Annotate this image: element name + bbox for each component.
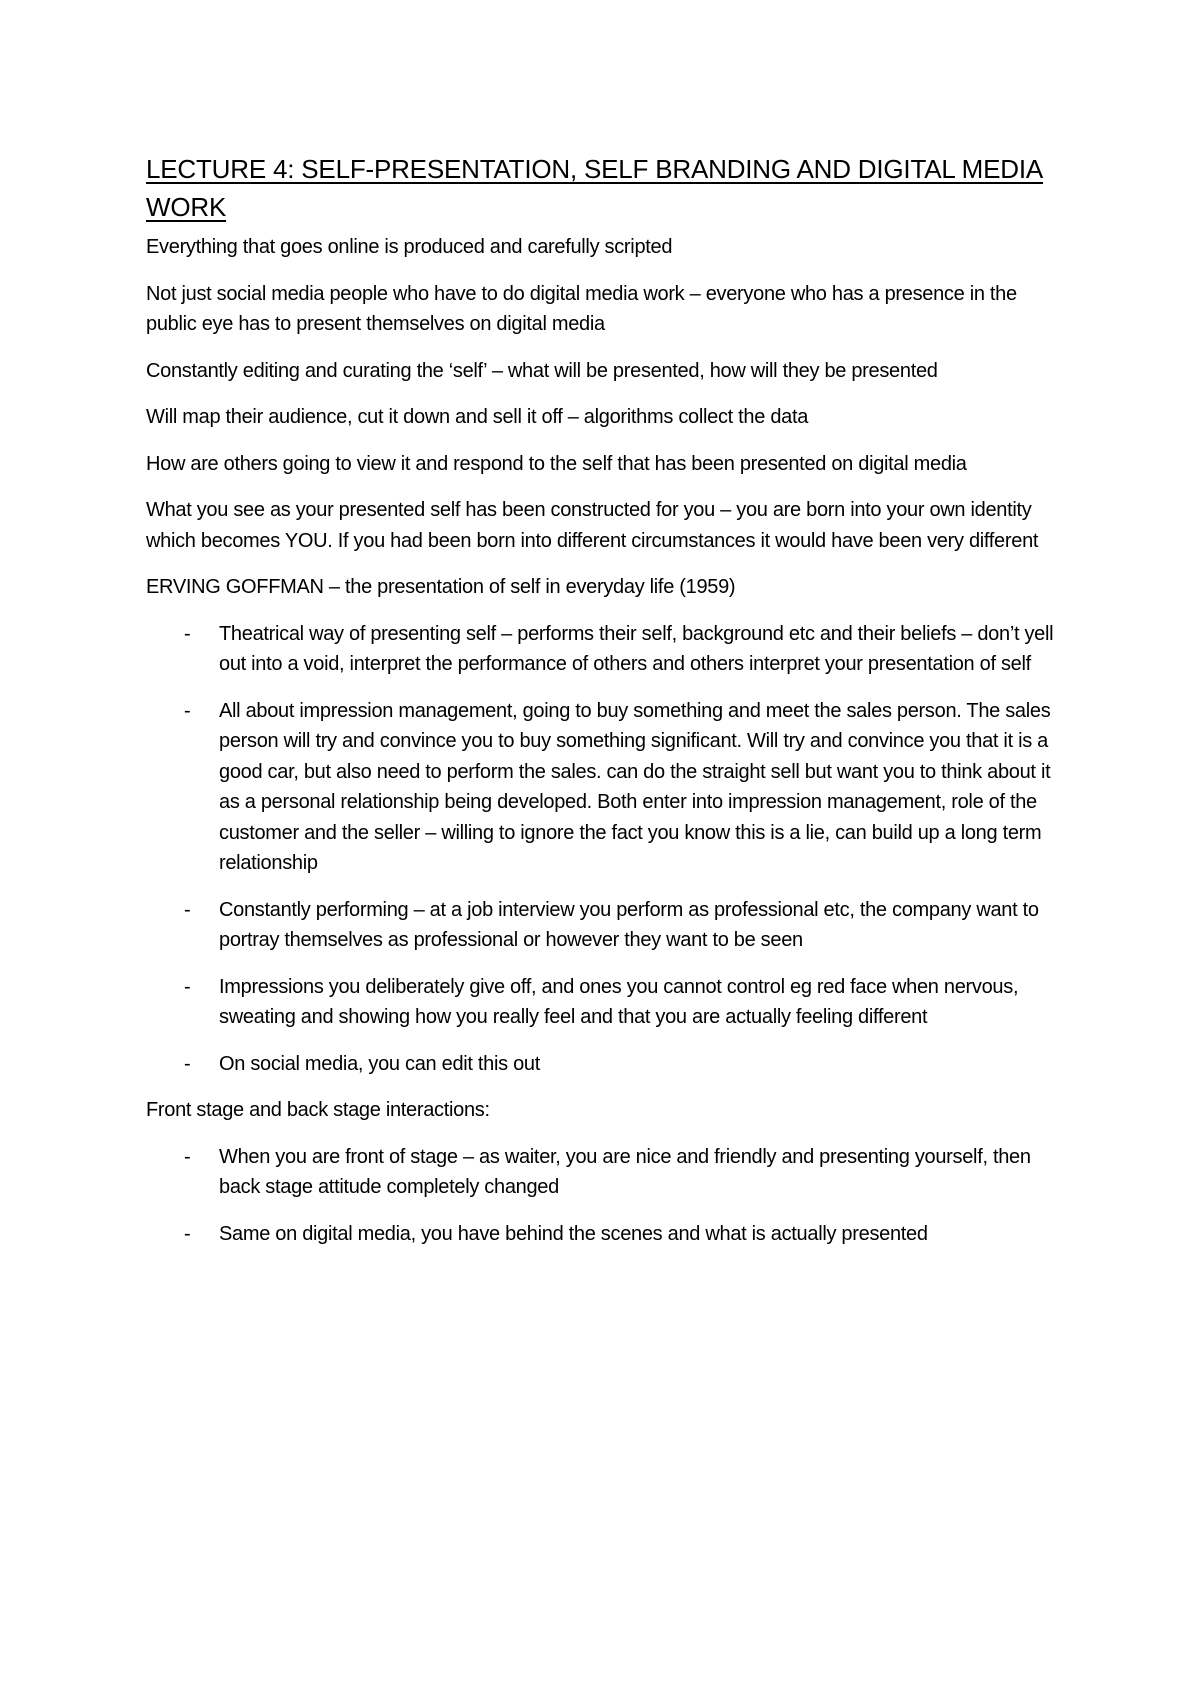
paragraph-public-eye: Not just social media people who have to do digital media work – everyone who has a presence in the public eye has to present themselves on digital media: [146, 282, 1017, 335]
stage-heading: Front stage and back stage interactions:: [146, 1099, 490, 1121]
bullet-text: All about impression management, going to buy something and meet the sales person. The sales person will try and convince you to buy something significant. Will try and convince you that it is a good car, but also need to perform the sales. can do the straight sell but want you to think about it as a personal relationship being developed. Both enter into impression management, role of the customer and the seller – willing to ignore the fact you know this is a lie, can build up a long term relationship: [219, 699, 1051, 874]
paragraph-others-view: How are others going to view it and respond to the self that has been presented on digital media: [146, 452, 967, 475]
bullet-text: Theatrical way of presenting self – performs their self, background etc and their beliefs – don’t yell out into a void, interpret the performance of others and others interpret your presentation of self: [219, 622, 1054, 675]
bullet-dash: -: [184, 975, 191, 998]
list-item: [146, 895, 1066, 956]
bullet-dash: -: [184, 699, 191, 722]
paragraph-audience: Will map their audience, cut it down and sell it off – algorithms collect the data: [146, 406, 809, 428]
goffman-bullet-list: [146, 619, 1066, 1080]
list-item: [146, 619, 1066, 680]
bullet-dash: -: [184, 1145, 191, 1168]
list-item: [146, 1142, 1066, 1203]
bullet-text: Constantly performing – at a job interview you perform as professional etc, the company want to portray themselves as professional or however they want to be seen: [219, 898, 1039, 951]
goffman-heading: ERVING GOFFMAN – the presentation of self in everyday life (1959): [146, 576, 736, 598]
list-item: [146, 1049, 1066, 1080]
list-item: [146, 972, 1066, 1033]
paragraph-curating-self: Constantly editing and curating the ‘self’ – what will be presented, how will they be presented: [146, 359, 938, 382]
bullet-dash: -: [184, 898, 191, 921]
lecture-title: LECTURE 4: SELF-PRESENTATION, SELF BRANDING AND DIGITAL MEDIA WORK: [146, 154, 1044, 222]
stage-bullet-list: [146, 1142, 1066, 1250]
bullet-text: Same on digital media, you have behind the scenes and what is actually presented: [219, 1222, 928, 1245]
paragraph-constructed-self: What you see as your presented self has been constructed for you – you are born into your own identity which becomes YOU. If you had been born into different circumstances it would have been very different: [146, 499, 1039, 552]
bullet-dash: -: [184, 622, 191, 645]
bullet-text: On social media, you can edit this out: [219, 1052, 541, 1075]
list-item: [146, 696, 1066, 879]
list-item: [146, 1219, 1066, 1250]
bullet-dash: -: [184, 1222, 191, 1245]
bullet-text: When you are front of stage – as waiter, you are nice and friendly and presenting yourself, then back stage attitude completely changed: [219, 1145, 1031, 1198]
bullet-dash: -: [184, 1052, 191, 1075]
paragraph-scripted: Everything that goes online is produced and carefully scripted: [146, 236, 673, 258]
bullet-text: Impressions you deliberately give off, and ones you cannot control eg red face when nervous, sweating and showing how you really feel and that you are actually feeling different: [219, 975, 1019, 1028]
document-page: [146, 150, 1066, 1265]
